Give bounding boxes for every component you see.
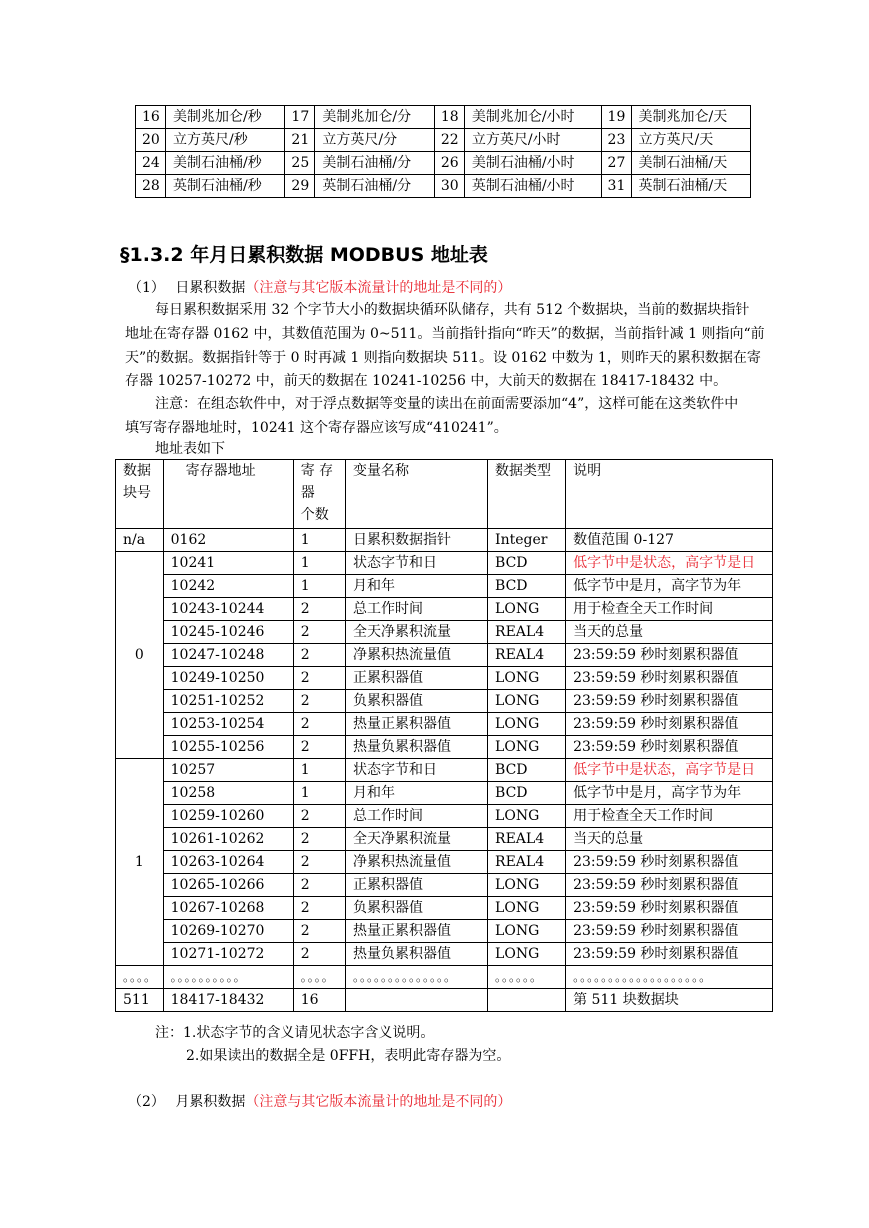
cell-count: 2 [293,920,345,943]
cell-addr: 10245-10246 [163,621,293,644]
cell-count: 2 [293,598,345,621]
cell-type: LONG [488,943,566,966]
cell-addr: 10255-10256 [163,736,293,759]
cell-desc: 23:59:59 秒时刻累积器值 [566,920,773,943]
cell-name [346,989,488,1012]
unit-name: 英制石油桶/秒 [166,175,285,198]
unit-row [136,175,751,198]
cell-addr: 18417-18432 [163,989,293,1012]
cell-desc: 。。。。。。。。。。。。。。。。。。。 [566,966,773,989]
table-row [116,713,773,736]
table-caption: 地址表如下 [155,441,225,457]
cell-desc: 23:59:59 秒时刻累积器值 [566,943,773,966]
cell-name: 正累积器值 [346,874,488,897]
cell-count: 1 [293,759,345,782]
table-row [116,552,773,575]
unit-code: 22 [434,129,464,152]
cell-name: 日累积数据指针 [346,529,488,552]
last-row [116,989,773,1012]
cell-name: 净累积热流量值 [346,851,488,874]
unit-row [136,152,751,175]
cell-desc: 当天的总量 [566,621,773,644]
cell-addr: 10251-10252 [163,690,293,713]
cell-name: 热量正累积器值 [346,713,488,736]
cell-name: 负累积器值 [346,690,488,713]
cell-count: 2 [293,897,345,920]
unit-code: 16 [136,106,166,129]
cell-name: 正累积器值 [346,667,488,690]
table-row [116,874,773,897]
cell-addr: 10261-10262 [163,828,293,851]
cell-desc: 用于检查全天工作时间 [566,805,773,828]
unit-code: 25 [285,152,315,175]
cell-count: 2 [293,713,345,736]
cell-addr: 10253-10254 [163,713,293,736]
pointer-row [116,529,773,552]
cell-addr: 10249-10250 [163,667,293,690]
unit-code: 31 [601,175,631,198]
cell-count: 2 [293,621,345,644]
paragraph-line: 存器 10257-10272 中，前天的数据在 10241-10256 中，大前天的数据在 18417-18432 中。 [125,373,728,389]
unit-code: 27 [601,152,631,175]
cell-addr: 10247-10248 [163,644,293,667]
cell-desc: 23:59:59 秒时刻累积器值 [566,667,773,690]
cell-addr: 10271-10272 [163,943,293,966]
cell-type: LONG [488,598,566,621]
cell-name: 。。。。。。。。。。。。。。 [346,966,488,989]
cell-name: 全天净累积流量 [346,828,488,851]
table-row [116,782,773,805]
cell-type: LONG [488,897,566,920]
table-row [116,805,773,828]
unit-code: 21 [285,129,315,152]
cell-desc: 23:59:59 秒时刻累积器值 [566,690,773,713]
cell-count: 1 [293,782,345,805]
cell-name: 全天净累积流量 [346,621,488,644]
header-name: 变量名称 [346,460,488,529]
unit-code: 23 [601,129,631,152]
subsection-label: 月累积数据 [175,1094,246,1110]
cell-block-number: 0 [116,552,164,759]
unit-name: 美制石油桶/小时 [464,152,601,175]
unit-name: 美制石油桶/秒 [166,152,285,175]
cell-desc: 第 511 块数据块 [566,989,773,1012]
cell-name: 月和年 [346,575,488,598]
cell-desc: 当天的总量 [566,828,773,851]
cell-block: 511 [116,989,164,1012]
unit-name: 美制兆加仑/秒 [166,106,285,129]
cell-name: 负累积器值 [346,897,488,920]
ellipsis-row [116,966,773,989]
cell-count: 16 [293,989,345,1012]
cell-desc: 23:59:59 秒时刻累积器值 [566,851,773,874]
cell-addr: 10267-10268 [163,897,293,920]
cell-count: 2 [293,805,345,828]
unit-code: 20 [136,129,166,152]
unit-code: 17 [285,106,315,129]
table-row [116,759,773,782]
cell-type [488,989,566,1012]
cell-count: 1 [293,575,345,598]
cell-type: LONG [488,805,566,828]
cell-addr: 。。。。。。。。。。 [163,966,293,989]
unit-name: 立方英尺/小时 [464,129,601,152]
table-row [116,851,773,874]
unit-name: 英制石油桶/小时 [464,175,601,198]
cell-type: BCD [488,759,566,782]
cell-addr: 10263-10264 [163,851,293,874]
subsection-note: （注意与其它版本流量计的地址是不同的） [245,1094,512,1110]
cell-count: 2 [293,874,345,897]
cell-addr: 10242 [163,575,293,598]
cell-name: 状态字节和日 [346,552,488,575]
table-row [116,667,773,690]
cell-name: 热量负累积器值 [346,736,488,759]
cell-addr: 10265-10266 [163,874,293,897]
header-block: 数据 块号 [116,460,164,529]
cell-desc: 23:59:59 秒时刻累积器值 [566,897,773,920]
unit-code: 29 [285,175,315,198]
cell-type: REAL4 [488,644,566,667]
cell-desc: 23:59:59 秒时刻累积器值 [566,713,773,736]
cell-name: 热量正累积器值 [346,920,488,943]
unit-name: 美制兆加仑/小时 [464,106,601,129]
cell-count: 1 [293,552,345,575]
cell-type: 。。。。。。 [488,966,566,989]
table-row [116,920,773,943]
header-type: 数据类型 [488,460,566,529]
cell-name: 热量负累积器值 [346,943,488,966]
unit-name: 美制石油桶/天 [631,152,750,175]
header-desc: 说明 [566,460,773,529]
table-row [116,828,773,851]
cell-count: 2 [293,736,345,759]
unit-code: 19 [601,106,631,129]
cell-type: BCD [488,552,566,575]
table-row [116,621,773,644]
unit-name: 立方英尺/分 [315,129,434,152]
table-row [116,897,773,920]
cell-type: REAL4 [488,851,566,874]
subsection-number: （1） [128,280,165,296]
daily-address-table [115,459,773,1012]
cell-addr: 10241 [163,552,293,575]
table-row [116,943,773,966]
cell-addr: 0162 [163,529,293,552]
subsection-1-heading [128,277,511,297]
cell-desc: 数值范围 0-127 [566,529,773,552]
table-row [116,644,773,667]
cell-type: BCD [488,782,566,805]
cell-type: REAL4 [488,828,566,851]
cell-type: REAL4 [488,621,566,644]
cell-count: 。。。。 [293,966,345,989]
table-row [116,690,773,713]
unit-name: 美制兆加仑/分 [315,106,434,129]
paragraph-line: 填写寄存器地址时，10241 这个寄存器应该写成“410241”。 [125,420,508,436]
cell-type: LONG [488,713,566,736]
subsection-label: 日累积数据 [175,280,246,296]
cell-type: BCD [488,575,566,598]
cell-type: LONG [488,920,566,943]
header-address: 寄存器地址 [163,460,293,529]
section-title: §1.3.2 年月日累积数据 MODBUS 地址表 [120,244,488,266]
cell-name: 净累积热流量值 [346,644,488,667]
unit-name: 美制兆加仑/天 [631,106,750,129]
cell-name: 月和年 [346,782,488,805]
unit-name: 立方英尺/秒 [166,129,285,152]
cell-count: 2 [293,943,345,966]
cell-count: 2 [293,644,345,667]
cell-type: LONG [488,736,566,759]
cell-desc: 23:59:59 秒时刻累积器值 [566,874,773,897]
cell-block: 。。。。 [116,966,164,989]
cell-addr: 10258 [163,782,293,805]
cell-type: LONG [488,874,566,897]
cell-type: LONG [488,667,566,690]
paragraph-line: 每日累积数据采用 32 个字节大小的数据块循环队储存，共有 512 个数据块，当前的数据块指针 [155,302,750,318]
cell-desc: 23:59:59 秒时刻累积器值 [566,736,773,759]
unit-row [136,129,751,152]
unit-code: 18 [434,106,464,129]
cell-desc: 低字节中是状态，高字节是日 [566,759,773,782]
cell-desc: 低字节中是月，高字节为年 [566,782,773,805]
unit-name: 英制石油桶/分 [315,175,434,198]
cell-count: 2 [293,690,345,713]
cell-block: n/a [116,529,164,552]
cell-desc: 用于检查全天工作时间 [566,598,773,621]
cell-name: 总工作时间 [346,805,488,828]
cell-count: 1 [293,529,345,552]
cell-addr: 10269-10270 [163,920,293,943]
paragraph-line: 地址在寄存器 0162 中，其数值范围为 0~511。当前指针指向“昨天”的数据，当前指针减 1 则指向“前 [125,326,765,342]
cell-count: 2 [293,667,345,690]
subsection-note: （注意与其它版本流量计的地址是不同的） [245,280,512,296]
subsection-number: （2） [128,1094,165,1110]
subsection-2-heading [128,1091,511,1111]
cell-desc: 低字节中是状态，高字节是日 [566,552,773,575]
cell-type: Integer [488,529,566,552]
unit-name: 美制石油桶/分 [315,152,434,175]
unit-row [136,106,751,129]
table-row [116,598,773,621]
cell-count: 2 [293,851,345,874]
table-row [116,736,773,759]
cell-type: LONG [488,690,566,713]
table-header-row [116,460,773,529]
cell-addr: 10257 [163,759,293,782]
cell-addr: 10259-10260 [163,805,293,828]
cell-count: 2 [293,828,345,851]
cell-addr: 10243-10244 [163,598,293,621]
cell-name: 状态字节和日 [346,759,488,782]
unit-name: 英制石油桶/天 [631,175,750,198]
unit-name: 立方英尺/天 [631,129,750,152]
paragraph-line: 天”的数据。数据指针等于 0 时再减 1 则指向数据块 511。设 0162 中数为 1，则昨天的累积数据在寄 [125,350,761,366]
header-count: 寄 存 器 个数 [293,460,345,529]
unit-code: 24 [136,152,166,175]
note-line: 注：1.状态字节的含义请见状态字含义说明。 [155,1025,435,1041]
cell-name: 总工作时间 [346,598,488,621]
note-line: 2.如果读出的数据全是 0FFH，表明此寄存器为空。 [186,1048,511,1064]
cell-block-number: 1 [116,759,164,966]
cell-desc: 23:59:59 秒时刻累积器值 [566,644,773,667]
cell-desc: 低字节中是月，高字节为年 [566,575,773,598]
unit-code-table [135,105,751,198]
unit-code: 30 [434,175,464,198]
paragraph-line: 注意：在组态软件中，对于浮点数据等变量的读出在前面需要添加“4”，这样可能在这类软件中 [155,396,739,412]
unit-code: 26 [434,152,464,175]
unit-code: 28 [136,175,166,198]
table-row [116,575,773,598]
